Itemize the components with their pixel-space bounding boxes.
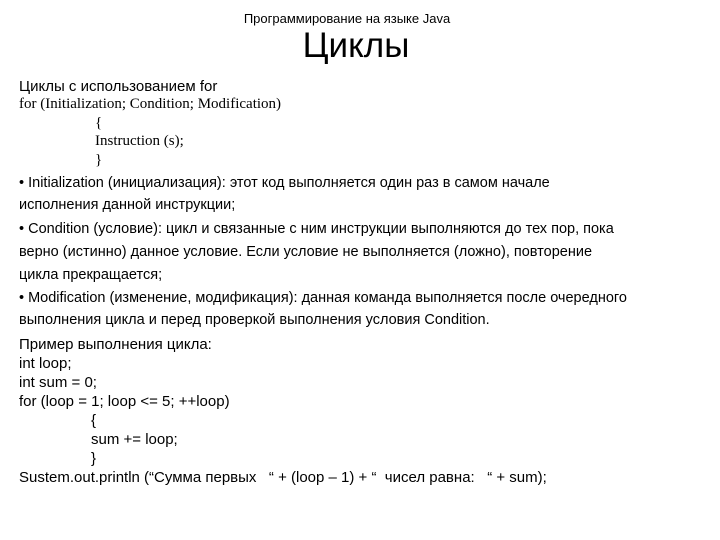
syntax-close-brace: } xyxy=(95,152,103,168)
example-code-line: } xyxy=(91,450,97,467)
example-code-line: Sustem.out.println (“Сумма первых “ + (loop – 1) + “ чисел равна: “ + sum); xyxy=(19,469,547,486)
example-code-line: sum += loop; xyxy=(91,431,178,448)
slide-title: Циклы xyxy=(302,26,410,65)
description-line: верно (истинно) данное условие. Если условие не выполняется (ложно), повторение xyxy=(19,244,593,260)
section-subtitle: Циклы с использованием for xyxy=(19,78,218,95)
example-code-line: { xyxy=(91,412,97,429)
description-line: исполнения данной инструкции; xyxy=(19,197,236,213)
description-line: • Condition (условие): цикл и связанные с ним инструкции выполняются до тех пор, пока xyxy=(19,221,614,237)
example-code-line: int loop; xyxy=(19,355,72,372)
syntax-open-brace: { xyxy=(95,115,103,131)
slide-header: Программирование на языке Java xyxy=(243,11,451,26)
syntax-line: for (Initialization; Condition; Modification) xyxy=(19,96,282,112)
syntax-body: Instruction (s); xyxy=(95,133,184,149)
example-code-line: int sum = 0; xyxy=(19,374,97,391)
example-heading: Пример выполнения цикла: xyxy=(19,336,212,353)
description-line: цикла прекращается; xyxy=(19,267,163,283)
description-line: • Initialization (инициализация): этот код выполняется один раз в самом начале xyxy=(19,175,550,191)
example-code-line: for (loop = 1; loop <= 5; ++loop) xyxy=(19,393,230,410)
description-line: • Modification (изменение, модификация): данная команда выполняется после очередного xyxy=(19,290,627,306)
description-line: выполнения цикла и перед проверкой выполнения условия Condition. xyxy=(19,312,490,328)
